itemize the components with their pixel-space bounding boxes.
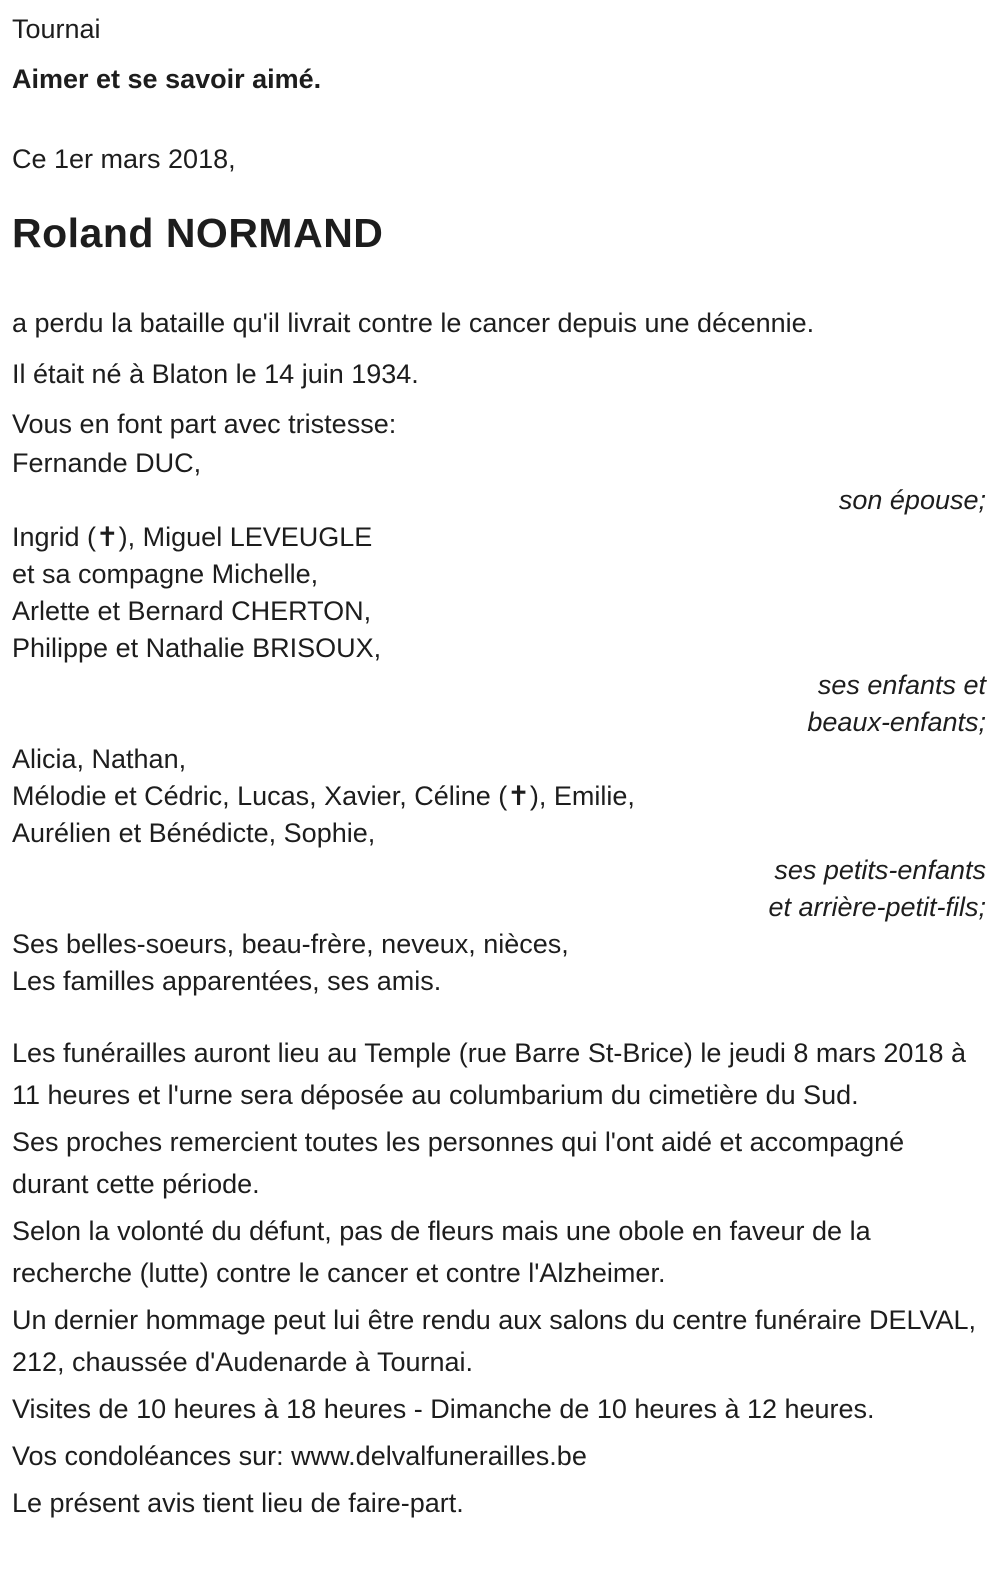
family-member-line: Arlette et Bernard CHERTON,: [12, 596, 372, 626]
announcement-line: Vous en font part avec tristesse:: [12, 409, 397, 439]
funeral-ceremony-paragraph: Les funérailles auront lieu au Temple (rue Barre St-Brice) le jeudi 8 mars 2018 à 11 heures et l'urne sera déposée au columbarium du cimetière du Sud.: [12, 1038, 966, 1110]
thanks-paragraph: Ses proches remercient toutes les personnes qui l'ont aidé et accompagné durant cette période.: [12, 1127, 905, 1199]
donation-wish-paragraph: Selon la volonté du défunt, pas de fleurs mais une obole en faveur de la recherche (lutte) contre le cancer et contre l'Alzheimer.: [12, 1216, 871, 1288]
relation-label-spouse: son épouse;: [838, 485, 986, 515]
page-title-deceased-name: Roland NORMAND: [12, 210, 384, 256]
family-member-line: Fernande DUC,: [12, 448, 202, 478]
relation-label-children: beaux-enfants;: [807, 707, 986, 737]
family-member-line: Mélodie et Cédric, Lucas, Xavier, Céline (✝), Emilie,: [12, 781, 635, 811]
family-member-line: Aurélien et Bénédicte, Sophie,: [12, 818, 376, 848]
condolences-website-paragraph: Vos condoléances sur: www.delvalfunerailles.be: [12, 1441, 587, 1471]
relation-label-grandchildren: ses petits-enfants: [774, 855, 986, 885]
family-member-line: Philippe et Nathalie BRISOUX,: [12, 633, 382, 663]
relation-label-grandchildren: et arrière-petit-fils;: [768, 892, 986, 922]
notice-footer-paragraph: Le présent avis tient lieu de faire-part.: [12, 1488, 464, 1518]
funeral-information: [12, 1032, 986, 1524]
motto-text: Aimer et se savoir aimé.: [12, 64, 322, 94]
relation-label-children: ses enfants et: [817, 670, 986, 700]
family-member-line: et sa compagne Michelle,: [12, 559, 319, 589]
city-label: Tournai: [12, 14, 101, 44]
last-homage-paragraph: Un dernier hommage peut lui être rendu aux salons du centre funéraire DELVAL, 212, chaussée d'Audenarde à Tournai.: [12, 1305, 977, 1377]
visiting-hours-paragraph: Visites de 10 heures à 18 heures - Dimanche de 10 heures à 12 heures.: [12, 1394, 875, 1424]
family-member-line: Ses belles-soeurs, beau-frère, neveux, nièces,: [12, 929, 569, 959]
birth-statement: Il était né à Blaton le 14 juin 1934.: [12, 359, 419, 389]
family-list: [12, 445, 986, 1000]
family-member-line: Les familles apparentées, ses amis.: [12, 966, 442, 996]
death-statement: a perdu la bataille qu'il livrait contre le cancer depuis une décennie.: [12, 308, 815, 338]
family-member-line: Alicia, Nathan,: [12, 744, 187, 774]
date-line: Ce 1er mars 2018,: [12, 144, 236, 174]
family-member-line: Ingrid (✝), Miguel LEVEUGLE: [12, 522, 373, 552]
